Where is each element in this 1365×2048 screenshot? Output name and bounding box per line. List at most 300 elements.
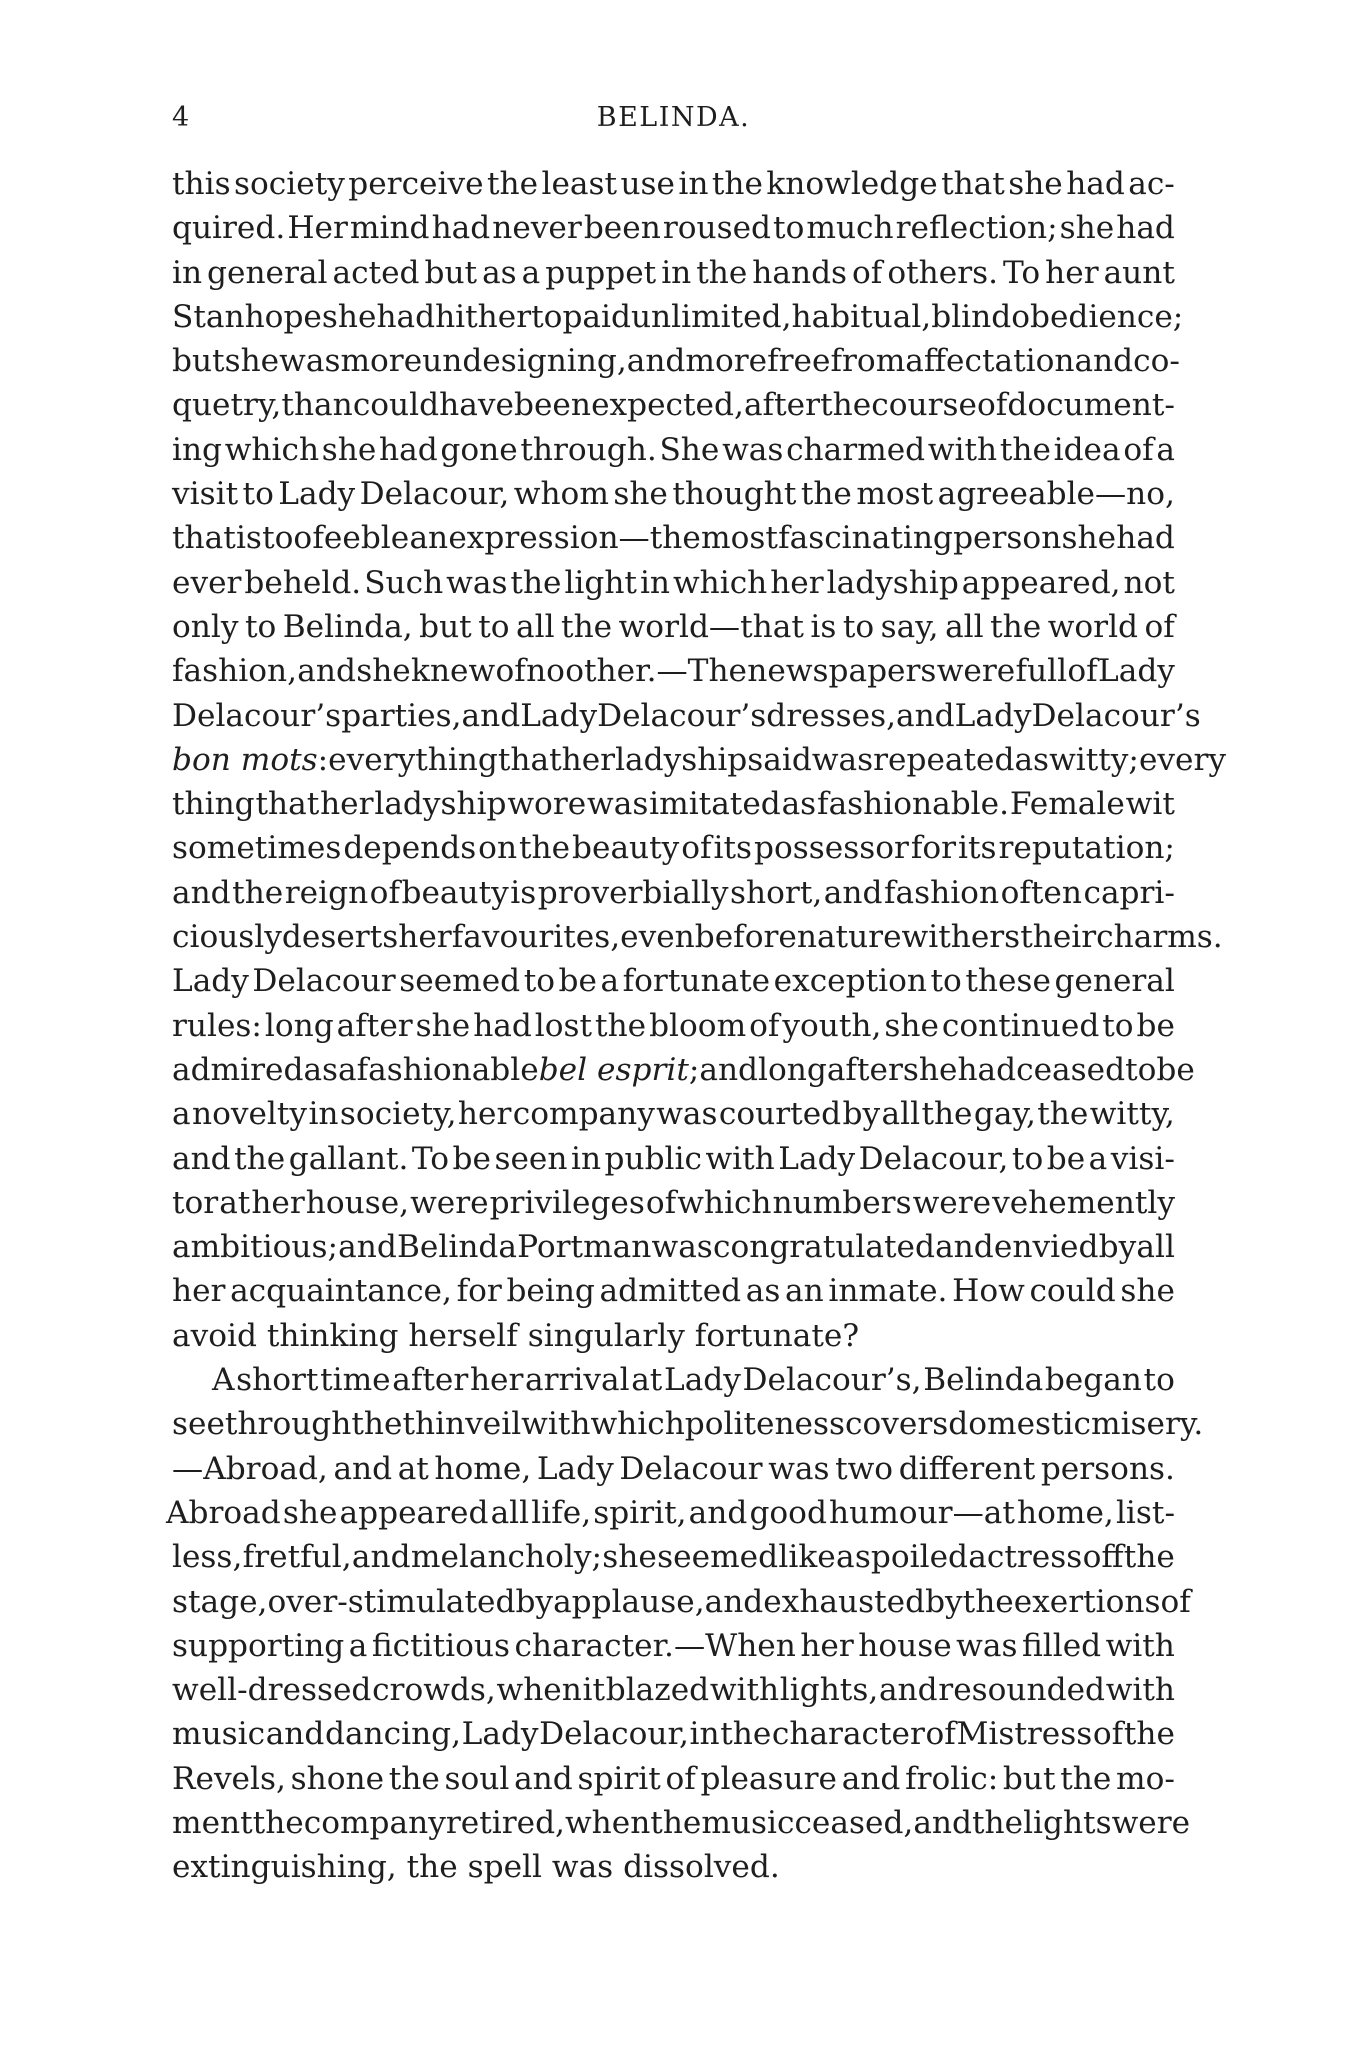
word: charms.	[1096, 919, 1223, 956]
word: general	[1054, 963, 1175, 1000]
word: with	[1105, 1672, 1175, 1709]
word: society	[234, 166, 345, 202]
word: her	[770, 564, 824, 601]
text-line	[172, 1801, 1191, 1845]
word: the	[1037, 1096, 1089, 1133]
word: numbers	[772, 1184, 912, 1221]
word: fashion	[883, 874, 1000, 911]
word: and	[338, 1229, 397, 1266]
word: privileges	[489, 1184, 645, 1221]
text-line	[172, 428, 1175, 472]
word: the	[1060, 1760, 1112, 1797]
word: the	[234, 1140, 286, 1177]
word: as	[745, 1273, 781, 1310]
word: the	[990, 608, 1042, 645]
text-line	[172, 694, 1201, 738]
word: gone	[440, 431, 518, 468]
paragraph-2	[166, 1358, 1204, 1890]
word: lights	[1023, 1804, 1112, 1841]
word: thing	[415, 741, 498, 778]
word: deserts	[281, 919, 399, 956]
word: the	[519, 830, 571, 867]
word: list-	[1115, 1494, 1175, 1531]
word: her	[457, 1096, 512, 1133]
word: co-	[1133, 343, 1180, 380]
word: courted	[718, 1096, 842, 1133]
word: had	[1116, 520, 1175, 557]
word: Lady	[172, 963, 249, 1000]
word: was	[279, 343, 341, 380]
word: youth,	[782, 1007, 882, 1044]
text-line: extinguishing, the spell was dissolved.	[172, 1849, 780, 1886]
word: other.—The	[565, 653, 748, 690]
word: was	[446, 564, 508, 601]
word: was	[656, 1096, 718, 1133]
word: the	[1123, 1539, 1175, 1576]
text-line	[172, 561, 1175, 605]
word: fascinating	[778, 520, 953, 557]
word: ceased,	[794, 1804, 914, 1841]
word: and	[823, 874, 883, 911]
word: and	[351, 1539, 411, 1576]
word: nature	[796, 919, 902, 956]
word: visit	[172, 476, 239, 513]
word: acquaintance,	[230, 1273, 452, 1310]
word: filled	[1021, 1627, 1102, 1664]
text-line	[172, 1668, 1175, 1712]
word: exhausted	[763, 1583, 926, 1620]
word: of	[665, 1760, 696, 1797]
word: an	[409, 520, 449, 557]
word: which	[672, 564, 768, 601]
word: most	[701, 520, 778, 557]
word: of	[1160, 1583, 1191, 1620]
word: different	[898, 1450, 1036, 1487]
word: she	[321, 431, 377, 468]
word: all	[490, 1494, 530, 1531]
word: had	[1116, 210, 1175, 247]
word: the	[999, 431, 1051, 468]
word: the	[351, 1406, 403, 1443]
word: to	[244, 608, 277, 645]
word: off	[1082, 1539, 1124, 1576]
word: character.—When	[514, 1627, 796, 1664]
word: Delacour’s	[597, 697, 767, 734]
text-line	[172, 1624, 1175, 1668]
text-line	[172, 1004, 1175, 1048]
word: were	[1111, 1804, 1191, 1841]
word: persons.	[1040, 1450, 1175, 1487]
word: Stanhope	[172, 298, 322, 335]
body-text	[166, 162, 1226, 1890]
word: its	[958, 830, 997, 867]
word: Lady	[461, 1716, 539, 1753]
word: parties,	[341, 697, 462, 734]
text-line	[172, 1402, 1204, 1446]
word: use	[620, 166, 676, 202]
word: newspapers	[747, 653, 937, 690]
word: and	[704, 1583, 764, 1620]
word: lost	[534, 1007, 593, 1044]
word: could	[352, 387, 440, 424]
word: exertions	[1013, 1583, 1161, 1620]
word: veil	[465, 1406, 522, 1443]
word: perceive	[348, 166, 484, 202]
word: had	[376, 298, 436, 335]
text-line	[172, 162, 1175, 206]
text-line	[172, 1712, 1175, 1756]
word: the	[510, 564, 562, 601]
word: ladyship	[826, 564, 959, 601]
word: roused	[662, 210, 772, 247]
word: Lady	[663, 1362, 741, 1399]
word: and	[265, 1716, 325, 1753]
word: she	[1008, 166, 1063, 202]
word: habitual,	[791, 298, 932, 335]
word: that	[172, 520, 236, 557]
word: of	[1067, 653, 1098, 690]
word: Lady	[520, 697, 598, 734]
word: which	[590, 1406, 685, 1443]
word: only	[172, 608, 239, 645]
word: had	[957, 1051, 1017, 1088]
word: ladyship	[374, 786, 507, 823]
word: long	[264, 1007, 334, 1044]
word: Abroad	[166, 1494, 281, 1531]
word: others.	[887, 254, 999, 291]
word: and	[461, 697, 521, 734]
word: Delacour’s	[172, 697, 342, 734]
word: Lady	[536, 1450, 614, 1487]
word: fictitious	[371, 1627, 510, 1664]
text-line	[172, 251, 1175, 295]
word: bloom	[649, 1007, 747, 1044]
word: was	[651, 1229, 713, 1266]
word: capri-	[1083, 874, 1175, 911]
word: retired,	[445, 1804, 565, 1841]
word: of	[1092, 1716, 1124, 1753]
word: over-stimulated	[267, 1583, 516, 1620]
page-number: 4	[172, 102, 190, 133]
word: envied	[993, 1229, 1099, 1266]
word: for	[456, 1273, 502, 1310]
word: rules:	[172, 1007, 262, 1044]
word: hitherto	[435, 298, 563, 335]
word: as	[781, 786, 817, 823]
word: Lady	[954, 697, 1032, 734]
word: began	[1044, 1362, 1142, 1399]
text-line	[172, 1580, 1191, 1624]
word: with	[1105, 1627, 1175, 1664]
word: thin	[402, 1406, 466, 1443]
word: wore	[507, 786, 587, 823]
word: continued	[941, 1007, 1100, 1044]
word: she	[1120, 1273, 1175, 1310]
word: to	[1011, 1140, 1044, 1177]
word: Delacour,	[539, 1716, 689, 1753]
word: but	[424, 254, 478, 291]
word: Delacour’s,	[742, 1362, 922, 1399]
word: She	[659, 431, 720, 468]
word: expected,	[591, 387, 744, 424]
word: of	[925, 1716, 956, 1753]
word: whom	[513, 476, 609, 513]
word: and	[688, 1494, 748, 1531]
word: she	[902, 1051, 958, 1088]
word: two	[835, 1450, 894, 1487]
text-line	[172, 1225, 1175, 1269]
word: home,	[1017, 1494, 1114, 1531]
word: the	[232, 874, 284, 911]
word: acted	[332, 254, 420, 291]
running-header	[172, 98, 1175, 138]
word: and	[841, 1760, 901, 1797]
text-line	[172, 1269, 1175, 1313]
word: admired	[172, 1051, 304, 1088]
word: and	[1074, 343, 1134, 380]
word: said	[747, 741, 812, 778]
word: her	[320, 786, 374, 823]
word: reputation;	[998, 830, 1175, 867]
word: unlimited,	[630, 298, 792, 335]
word: To	[411, 1140, 450, 1177]
word: all	[516, 608, 555, 645]
word: the	[388, 1760, 440, 1797]
word: on	[478, 830, 518, 867]
word: the	[921, 1096, 973, 1133]
word: thing	[172, 786, 255, 823]
text-line	[172, 1092, 1175, 1136]
word: exception	[773, 963, 927, 1000]
text-line	[172, 1447, 1175, 1491]
word: quired.	[172, 210, 286, 247]
word: after	[743, 387, 820, 424]
word: well-dressed	[172, 1672, 372, 1709]
word: the	[650, 1804, 702, 1841]
word: spirit,	[593, 1494, 687, 1531]
word: less,	[172, 1539, 243, 1576]
word: with	[521, 1406, 591, 1443]
word: all	[881, 1096, 921, 1133]
text-line	[172, 1048, 1195, 1092]
word: world	[1047, 608, 1139, 645]
word: were	[912, 1184, 992, 1221]
word: least	[541, 166, 618, 202]
word: shone	[290, 1760, 385, 1797]
word: long	[758, 1051, 827, 1088]
word: witty;	[1049, 741, 1139, 778]
word: that	[497, 741, 562, 778]
word: was	[768, 1450, 830, 1487]
word: idea	[1053, 431, 1121, 468]
word: she	[321, 298, 377, 335]
word: ladyship	[615, 741, 748, 778]
word: beauty	[572, 830, 680, 867]
word: never	[492, 210, 582, 247]
word: be	[558, 963, 597, 1000]
word: as	[303, 1051, 339, 1088]
word: Lady	[1098, 653, 1175, 690]
word: all	[1136, 1229, 1175, 1266]
word: from	[830, 343, 906, 380]
text-line	[172, 871, 1175, 915]
word: to	[1143, 1362, 1175, 1399]
word: when	[564, 1804, 651, 1841]
word: and	[878, 1672, 938, 1709]
word: bon mots:	[172, 741, 329, 778]
word: that	[941, 166, 1005, 202]
word: wit	[1125, 786, 1175, 823]
word: was	[956, 1627, 1018, 1664]
word: sometimes	[172, 830, 342, 867]
word: lights,	[779, 1672, 879, 1709]
word: this	[172, 166, 231, 202]
word: Delacour	[619, 1450, 763, 1487]
word: society,	[339, 1096, 457, 1133]
word: the	[962, 1583, 1014, 1620]
word: she	[884, 1007, 939, 1044]
word: fashionable.	[817, 786, 1009, 823]
word: which	[224, 431, 320, 468]
word: a	[521, 254, 541, 291]
word: were	[936, 653, 1016, 690]
word: a	[1088, 1140, 1108, 1177]
word: domestic	[948, 1406, 1091, 1443]
word: covers	[845, 1406, 949, 1443]
word: reign	[284, 874, 369, 911]
word: general	[207, 254, 328, 291]
word: been	[514, 387, 591, 424]
word: ambitious;	[172, 1229, 338, 1266]
word: life,	[531, 1494, 592, 1531]
word: and	[172, 874, 231, 911]
text-line	[166, 1491, 1175, 1535]
text-line: avoid thinking herself singularly fortunate?	[172, 1317, 860, 1354]
word: fashionable	[356, 1051, 539, 1088]
word: of	[495, 653, 526, 690]
word: was	[722, 431, 784, 468]
word: she	[602, 1539, 657, 1576]
word: dancing,	[324, 1716, 462, 1753]
word: more	[685, 343, 768, 380]
word: seemed	[657, 1539, 779, 1576]
word: after	[336, 1007, 413, 1044]
word: of	[369, 874, 400, 911]
word: congratulated	[712, 1229, 935, 1266]
word: even	[620, 919, 695, 956]
word: of	[1144, 608, 1175, 645]
word: she	[1059, 210, 1115, 247]
word: proverbially	[537, 874, 729, 911]
word: short	[236, 1362, 319, 1399]
word: after	[392, 1362, 469, 1399]
word: actress	[968, 1539, 1083, 1576]
word: an	[785, 1273, 824, 1310]
word: reflection;	[895, 210, 1058, 247]
text-line	[172, 826, 1175, 870]
word: their	[1020, 919, 1097, 956]
word: be	[1156, 1051, 1195, 1088]
word: possessor	[754, 830, 909, 867]
word: she	[613, 476, 668, 513]
word: home,	[434, 1450, 532, 1487]
word: Portman	[517, 1229, 652, 1266]
text-line	[172, 339, 1180, 383]
word: by	[515, 1583, 554, 1620]
word: the	[595, 1007, 647, 1044]
word: visi-	[1110, 1140, 1175, 1177]
word: of	[645, 1184, 677, 1221]
word: have	[439, 387, 514, 424]
word: misery.	[1091, 1406, 1204, 1443]
word: Lady	[778, 1140, 856, 1177]
word: in	[172, 254, 203, 291]
word: to	[523, 963, 555, 1000]
word: of	[681, 830, 712, 867]
word: the	[711, 166, 763, 202]
word: by	[1098, 1229, 1137, 1266]
word: be	[1136, 1007, 1175, 1044]
word: before	[694, 919, 797, 956]
word: depends	[343, 830, 477, 867]
word: light	[564, 564, 637, 601]
word: humour—at	[829, 1494, 1015, 1531]
word: a	[172, 1096, 191, 1133]
word: her	[469, 1362, 524, 1399]
word: imitated	[649, 786, 781, 823]
italic-phrase: bon mots	[172, 741, 318, 778]
text-line	[172, 206, 1175, 250]
word: more	[340, 343, 423, 380]
word: seen	[494, 1140, 568, 1177]
word: knew	[411, 653, 496, 690]
word: at	[219, 1184, 251, 1221]
word: to	[930, 963, 962, 1000]
word: knowledge	[766, 166, 938, 202]
word: by	[842, 1096, 881, 1133]
word: and	[913, 1804, 972, 1841]
word: by	[925, 1583, 963, 1620]
word: is	[510, 874, 537, 911]
word: but	[172, 343, 225, 380]
word: through.	[520, 431, 657, 468]
word: the	[1123, 1716, 1175, 1753]
word: novelty	[191, 1096, 308, 1133]
word: world—that	[618, 608, 804, 645]
word: applause,	[553, 1583, 705, 1620]
text-line	[172, 1181, 1175, 1225]
word: music	[701, 1804, 795, 1841]
word: public	[604, 1140, 702, 1177]
word: and	[333, 1450, 393, 1487]
word: a	[600, 963, 620, 1000]
word: fashion,	[172, 653, 297, 690]
word: of	[1123, 431, 1154, 468]
word: company	[512, 1096, 655, 1133]
word: Belinda	[923, 1362, 1044, 1399]
word: the	[486, 166, 539, 202]
word: the	[696, 254, 748, 291]
word: and	[297, 653, 356, 690]
word: in	[678, 166, 709, 202]
word: Delacour	[252, 963, 396, 1000]
word: company	[303, 1804, 446, 1841]
text-line	[172, 383, 1175, 427]
word: beauty	[401, 874, 509, 911]
word: could	[1029, 1273, 1116, 1310]
italic-phrase: bel esprit	[538, 1051, 689, 1088]
word: in	[570, 1140, 602, 1177]
